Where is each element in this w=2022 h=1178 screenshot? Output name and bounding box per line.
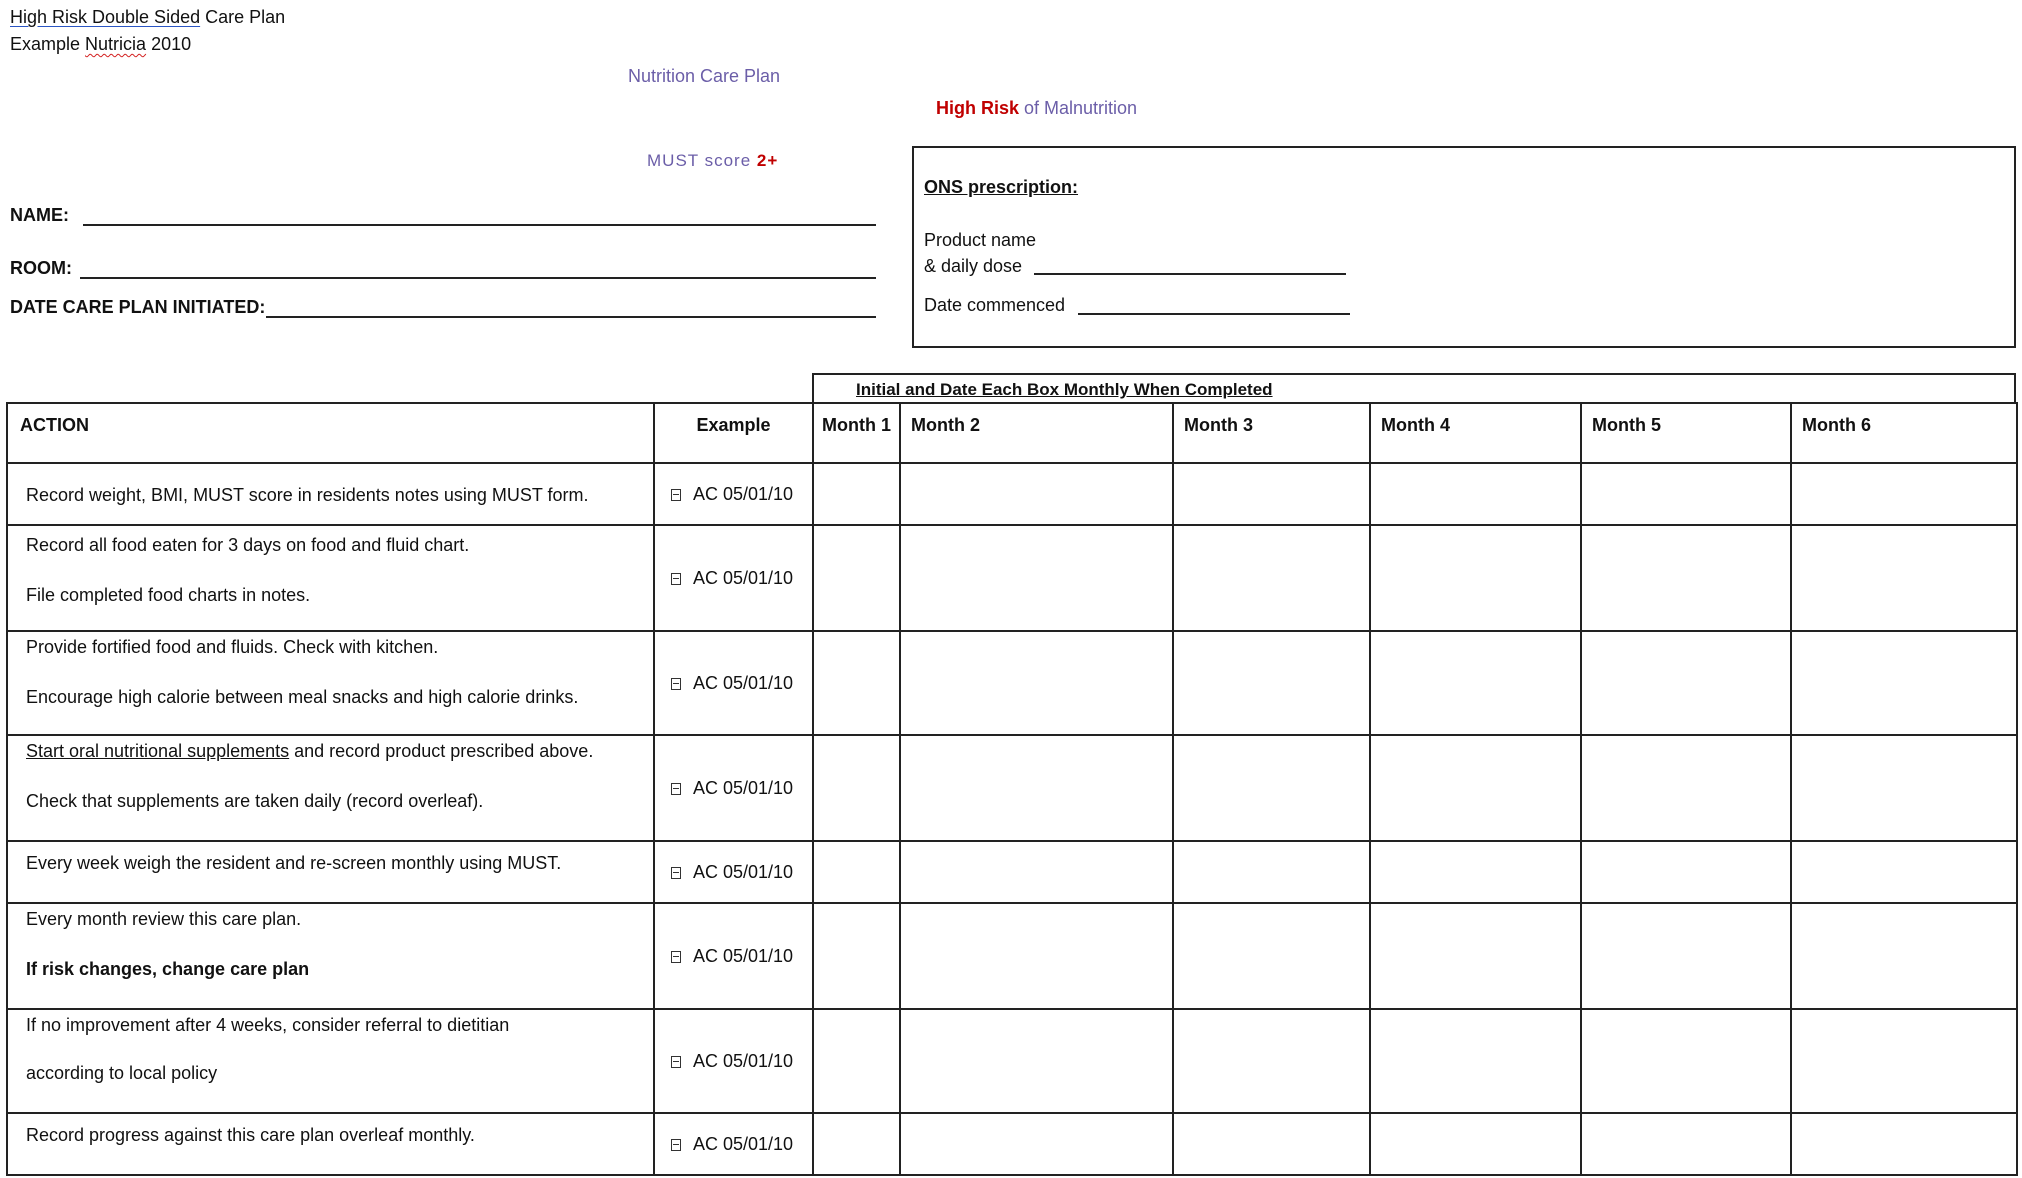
title-rest-text: Care Plan	[200, 7, 286, 27]
table-row	[7, 463, 2017, 525]
month-2-cell[interactable]	[900, 903, 1173, 1009]
col-header-month-2: Month 2	[900, 403, 1173, 463]
action-cell	[7, 841, 654, 903]
action-text: If no improvement after 4 weeks, consider referral to dietitian	[26, 1015, 510, 1035]
month-3-cell[interactable]	[1173, 841, 1370, 903]
name-field-line[interactable]	[83, 224, 876, 226]
action-cell	[7, 631, 654, 735]
month-1-cell[interactable]	[813, 903, 900, 1009]
room-label: ROOM:	[10, 258, 72, 278]
action-cell	[7, 525, 654, 631]
action-text: Provide fortified food and fluids. Check with kitchen.	[26, 637, 439, 657]
table-row	[7, 631, 2017, 735]
action-text-underlined: Start oral nutritional supplements	[26, 741, 290, 761]
action-text: Encourage high calorie between meal snacks and high calorie drinks.	[26, 687, 579, 707]
month-2-cell[interactable]	[900, 841, 1173, 903]
action-text: Record all food eaten for 3 days on food and fluid chart.	[26, 535, 470, 555]
checkbox-icon	[671, 1139, 681, 1151]
month-5-cell[interactable]	[1581, 1113, 1791, 1175]
month-6-cell[interactable]	[1791, 903, 2017, 1009]
month-1-cell[interactable]	[813, 1113, 900, 1175]
action-text: Check that supplements are taken daily (record overleaf).	[26, 791, 484, 811]
example-value: AC 05/01/10	[693, 568, 794, 588]
month-1-cell[interactable]	[813, 841, 900, 903]
month-6-cell[interactable]	[1791, 525, 2017, 631]
example-value: AC 05/01/10	[693, 484, 794, 504]
ons-dose-label: & daily dose	[924, 256, 1023, 276]
checkbox-icon	[671, 489, 681, 501]
month-6-cell[interactable]	[1791, 841, 2017, 903]
months-group-header-text: Initial and Date Each Box Monthly When Completed	[856, 380, 1273, 399]
month-5-cell[interactable]	[1581, 631, 1791, 735]
must-score-value: 2+	[756, 151, 779, 170]
example-value: AC 05/01/10	[693, 862, 794, 882]
name-label: NAME:	[10, 205, 69, 225]
month-5-cell[interactable]	[1581, 903, 1791, 1009]
month-6-cell[interactable]	[1791, 1009, 2017, 1113]
month-3-cell[interactable]	[1173, 1009, 1370, 1113]
month-4-cell[interactable]	[1370, 1009, 1581, 1113]
date-initiated-label: DATE CARE PLAN INITIATED:	[10, 297, 266, 317]
month-2-cell[interactable]	[900, 735, 1173, 841]
example-value: AC 05/01/10	[693, 1134, 794, 1154]
date-initiated-field-line[interactable]	[266, 316, 876, 318]
example-cell	[654, 1009, 813, 1113]
checkbox-icon	[671, 678, 681, 690]
month-4-cell[interactable]	[1370, 1113, 1581, 1175]
month-5-cell[interactable]	[1581, 735, 1791, 841]
month-6-cell[interactable]	[1791, 735, 2017, 841]
action-cell	[7, 463, 654, 525]
room-field-line[interactable]	[80, 277, 876, 279]
example-cell	[654, 735, 813, 841]
table-header-row	[7, 403, 2017, 463]
month-3-cell[interactable]	[1173, 525, 1370, 631]
document-title-line2	[10, 33, 191, 55]
must-score-text: MUST score	[647, 151, 757, 170]
month-4-cell[interactable]	[1370, 463, 1581, 525]
ons-date-label: Date commenced	[924, 295, 1066, 315]
month-4-cell[interactable]	[1370, 903, 1581, 1009]
table-row	[7, 903, 2017, 1009]
ons-date-line[interactable]	[1078, 313, 1350, 315]
month-2-cell[interactable]	[900, 463, 1173, 525]
example-cell	[654, 463, 813, 525]
month-6-cell[interactable]	[1791, 631, 2017, 735]
example-value: AC 05/01/10	[693, 1051, 794, 1071]
month-1-cell[interactable]	[813, 631, 900, 735]
action-text: File completed food charts in notes.	[26, 585, 311, 605]
table-row	[7, 841, 2017, 903]
month-5-cell[interactable]	[1581, 841, 1791, 903]
month-4-cell[interactable]	[1370, 525, 1581, 631]
example-cell	[654, 525, 813, 631]
risk-level-emphasis: High Risk	[936, 98, 1020, 118]
month-2-cell[interactable]	[900, 1113, 1173, 1175]
month-2-cell[interactable]	[900, 525, 1173, 631]
month-1-cell[interactable]	[813, 1009, 900, 1113]
col-header-month-1: Month 1	[813, 403, 900, 463]
example-cell	[654, 903, 813, 1009]
month-2-cell[interactable]	[900, 631, 1173, 735]
month-6-cell[interactable]	[1791, 463, 2017, 525]
example-cell	[654, 1113, 813, 1175]
month-5-cell[interactable]	[1581, 525, 1791, 631]
example-value: AC 05/01/10	[693, 673, 794, 693]
brand-name: Nutricia	[85, 34, 147, 54]
action-text	[26, 740, 643, 762]
month-5-cell[interactable]	[1581, 1009, 1791, 1113]
action-text: according to local policy	[26, 1063, 218, 1083]
ons-title: ONS prescription:	[924, 177, 1079, 197]
table-row	[7, 735, 2017, 841]
month-3-cell[interactable]	[1173, 631, 1370, 735]
month-6-cell[interactable]	[1791, 1113, 2017, 1175]
month-4-cell[interactable]	[1370, 735, 1581, 841]
example-value: AC 05/01/10	[693, 946, 794, 966]
action-cell	[7, 1009, 654, 1113]
title-underlined-text: High Risk Double Sided	[10, 7, 201, 27]
example-value: AC 05/01/10	[693, 778, 794, 798]
action-cell	[7, 903, 654, 1009]
month-2-cell[interactable]	[900, 1009, 1173, 1113]
title-line2-pre: Example	[10, 34, 86, 54]
action-cell	[7, 735, 654, 841]
checkbox-icon	[671, 867, 681, 879]
col-header-month-6: Month 6	[1791, 403, 2017, 463]
action-text: Record progress against this care plan overleaf monthly.	[26, 1125, 475, 1145]
action-cell	[7, 1113, 654, 1175]
col-header-action: ACTION	[7, 403, 654, 463]
months-group-header	[812, 373, 2016, 403]
document-title-line1	[10, 6, 285, 28]
col-header-example: Example	[654, 403, 813, 463]
table-row	[7, 525, 2017, 631]
action-text: Record weight, BMI, MUST score in residents notes using MUST form.	[26, 485, 589, 505]
col-header-month-4: Month 4	[1370, 403, 1581, 463]
month-3-cell[interactable]	[1173, 463, 1370, 525]
month-4-cell[interactable]	[1370, 841, 1581, 903]
risk-level-rest: of Malnutrition	[1019, 98, 1138, 118]
example-cell	[654, 631, 813, 735]
action-text-rest: and record product prescribed above.	[289, 741, 594, 761]
col-header-month-5: Month 5	[1581, 403, 1791, 463]
month-4-cell[interactable]	[1370, 631, 1581, 735]
ons-product-dose-line[interactable]	[1034, 273, 1346, 275]
month-1-cell[interactable]	[813, 463, 900, 525]
ons-product-label: Product name	[924, 230, 1037, 250]
action-text: Every month review this care plan.	[26, 909, 302, 929]
month-1-cell[interactable]	[813, 735, 900, 841]
action-text-bold: If risk changes, change care plan	[26, 959, 310, 979]
example-cell	[654, 841, 813, 903]
title-line2-year: 2010	[146, 34, 192, 54]
checkbox-icon	[671, 1056, 681, 1068]
care-plan-table	[6, 402, 2018, 1176]
must-score-label	[647, 150, 778, 172]
checkbox-icon	[671, 783, 681, 795]
checkbox-icon	[671, 573, 681, 585]
checkbox-icon	[671, 951, 681, 963]
month-1-cell[interactable]	[813, 525, 900, 631]
month-3-cell[interactable]	[1173, 735, 1370, 841]
month-3-cell[interactable]	[1173, 1113, 1370, 1175]
page-heading: Nutrition Care Plan	[628, 66, 781, 86]
month-3-cell[interactable]	[1173, 903, 1370, 1009]
month-5-cell[interactable]	[1581, 463, 1791, 525]
risk-level-label	[936, 97, 1137, 119]
table-row	[7, 1009, 2017, 1113]
table-row	[7, 1113, 2017, 1175]
action-text: Every week weigh the resident and re-screen monthly using MUST.	[26, 853, 562, 873]
col-header-month-3: Month 3	[1173, 403, 1370, 463]
